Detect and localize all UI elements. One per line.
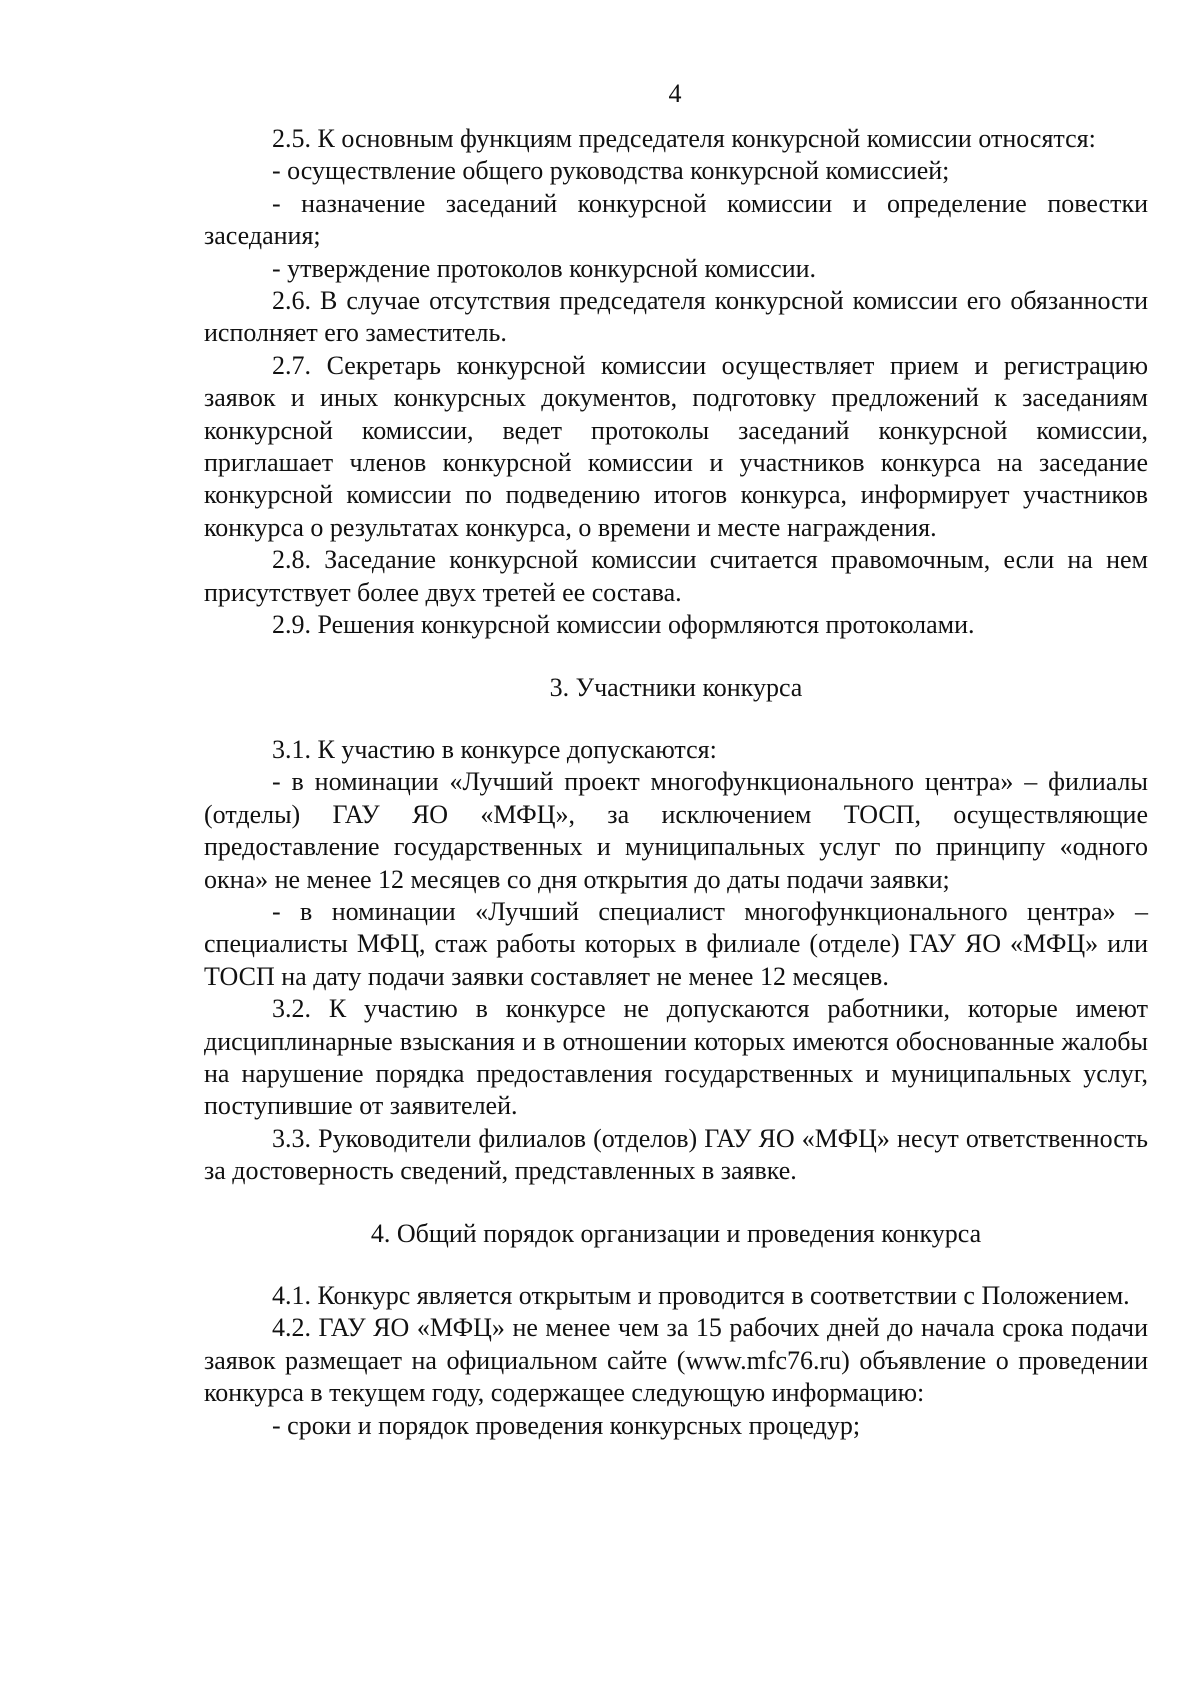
document-body	[204, 123, 1148, 1442]
paragraph-4-2: 4.2. ГАУ ЯО «МФЦ» не менее чем за 15 рабочих дней до начала срока подачи заявок размещает на официальном сайте (www.mfc76.ru) объявление о проведении конкурса в текущем году, содержащее следующую информацию:	[204, 1313, 1148, 1408]
list-item-meetings-agenda: - назначение заседаний конкурсной комиссии и определение повестки заседания;	[204, 188, 1148, 251]
list-item-terms-procedures: - сроки и порядок проведения конкурсных процедур;	[272, 1410, 861, 1440]
paragraph-2-6: 2.6. В случае отсутствия председателя конкурсной комиссии его обязанности исполняет его заместитель.	[204, 286, 1148, 348]
list-item-approve-protocols: - утверждение протоколов конкурсной комиссии.	[272, 253, 817, 283]
section-heading-3: 3. Участники конкурса	[549, 672, 803, 702]
paragraph-2-8: 2.8. Заседание конкурсной комиссии считается правомочным, если на нем присутствует более двух третей ее состава.	[204, 545, 1148, 607]
paragraph-3-1: 3.1. К участию в конкурсе допускаются:	[272, 734, 717, 764]
paragraph-2-5: 2.5. К основным функциям председателя конкурсной комиссии относятся:	[272, 124, 1096, 153]
paragraph-4-1: 4.1. Конкурс является открытым и проводится в соответствии с Положением.	[272, 1281, 1130, 1310]
paragraph-3-2: 3.2. К участию в конкурсе не допускаются работники, которые имеют дисциплинарные взыскания и в отношении которых имеются обоснованные жалобы на нарушение порядка предоставления государственных и муниципальных услуг, поступившие от заявителей.	[204, 994, 1148, 1121]
list-item-best-specialist: - в номинации «Лучший специалист многофункционального центра» – специалисты МФЦ, стаж работы которых в филиале (отделе) ГАУ ЯО «МФЦ» или ТОСП на дату подачи заявки составляет не менее 12 месяцев.	[204, 896, 1148, 991]
paragraph-3-3: 3.3. Руководители филиалов (отделов) ГАУ ЯО «МФЦ» несут ответственность за достоверность сведений, представленных в заявке.	[204, 1123, 1148, 1186]
paragraph-2-9: 2.9. Решения конкурсной комиссии оформляются протоколами.	[272, 610, 975, 640]
section-heading-4: 4. Общий порядок организации и проведения конкурса	[370, 1218, 982, 1248]
paragraph-2-7: 2.7. Секретарь конкурсной комиссии осуществляет прием и регистрацию заявок и иных конкурсных документов, подготовку предложений к заседаниям конкурсной комиссии, ведет протоколы заседаний конкурсной комиссии, приглашает членов конкурсной комиссии и участников конкурса на заседание конкурсной комиссии по подведению итогов конкурса, информирует участников конкурса о результатах конкурса, о времени и месте награждения.	[204, 350, 1148, 542]
list-item-general-management: - осуществление общего руководства конкурсной комиссией;	[272, 156, 950, 186]
list-item-best-project: - в номинации «Лучший проект многофункционального центра» – филиалы (отделы) ГАУ ЯО «МФЦ», за исключением ТОСП, осуществляющие предоставление государственных и муниципальных услуг по принципу «одного окна» не менее 12 месяцев со дня открытия до даты подачи заявки;	[204, 767, 1148, 894]
page-number: 4	[668, 79, 682, 108]
